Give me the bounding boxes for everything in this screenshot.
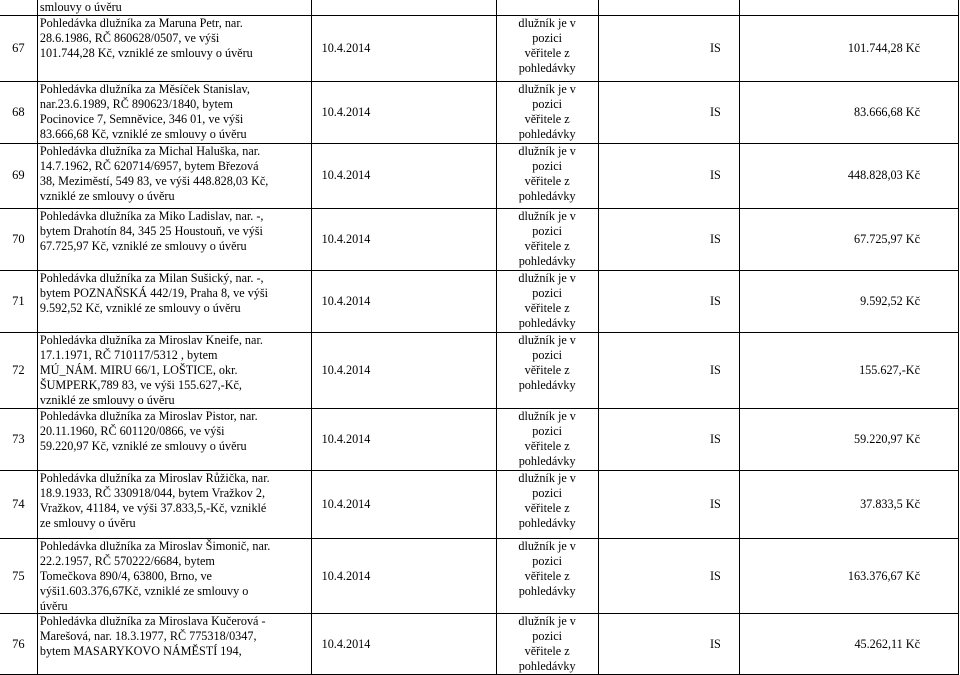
type-code: IS xyxy=(598,538,739,614)
creditor-status xyxy=(496,614,598,675)
status-line: pozici xyxy=(532,285,563,300)
status-line: dlužník je v xyxy=(518,614,576,629)
row-number: 73 xyxy=(0,408,37,470)
receivable-description xyxy=(37,143,311,208)
status-line: pozici xyxy=(532,553,563,568)
creditor-status xyxy=(496,470,598,538)
type-code: IS xyxy=(598,143,739,208)
description-line: Pocinovice 7, Semněvice, 346 01, ve výši xyxy=(39,111,244,126)
amount-cell: 9.592,52 Kč xyxy=(739,270,958,332)
status-line: pozici xyxy=(532,30,563,45)
amount-cell: 83.666,68 Kč xyxy=(739,81,958,143)
date-cell: 10.4.2014 xyxy=(311,470,496,538)
amount-cell: 101.744,28 Kč xyxy=(739,15,958,81)
type-code: IS xyxy=(598,470,739,538)
description-line: Pohledávka dlužníka za Michal Haluška, nar. xyxy=(39,143,261,158)
creditor-status xyxy=(496,208,598,270)
status-line: dlužník je v xyxy=(518,408,576,423)
status-line: dlužník je v xyxy=(518,470,576,485)
amount-cell: 448.828,03 Kč xyxy=(739,143,958,208)
description-line: Pohledávka dlužníka za Maruna Petr, nar. xyxy=(39,15,243,30)
table-row xyxy=(0,408,959,470)
creditor-status xyxy=(496,408,598,470)
date-cell: 10.4.2014 xyxy=(311,143,496,208)
type-code: IS xyxy=(598,81,739,143)
row-number: 70 xyxy=(0,208,37,270)
date-cell: 10.4.2014 xyxy=(311,15,496,81)
description-line: 67.725,97 Kč, vzniklé ze smlouvy o úvěru xyxy=(39,238,247,253)
top-fragment-row xyxy=(0,0,959,15)
description-line: bytem POZNAŇSKÁ 442/19, Praha 8, ve výši xyxy=(39,285,269,300)
top-fragment-text: smlouvy o úvěru xyxy=(39,0,122,14)
creditor-status xyxy=(496,15,598,81)
description-line: Vražkov, 41184, ve výši 37.833,5,-Kč, vzniklé xyxy=(39,500,267,515)
description-line: ŠUMPERK,789 83, ve výši 155.627,-Kč, xyxy=(39,377,242,392)
amount-cell: 163.376,67 Kč xyxy=(739,538,958,614)
status-line: dlužník je v xyxy=(518,270,576,285)
status-line: věřitele z xyxy=(524,644,570,659)
row-number: 74 xyxy=(0,470,37,538)
row-number: 67 xyxy=(0,15,37,81)
type-code: IS xyxy=(598,270,739,332)
table-row xyxy=(0,81,959,143)
date-cell: 10.4.2014 xyxy=(311,538,496,614)
description-line: Pohledávka dlužníka za Miroslav Kneife, nar. xyxy=(39,332,263,347)
type-code: IS xyxy=(598,15,739,81)
date-cell: 10.4.2014 xyxy=(311,208,496,270)
status-line: věřitele z xyxy=(524,362,570,377)
status-line: věřitele z xyxy=(524,45,570,60)
description-line: Pohledávka dlužníka za Miko Ladislav, nar. -, xyxy=(39,208,264,223)
date-cell: 10.4.2014 xyxy=(311,270,496,332)
type-code: IS xyxy=(598,208,739,270)
status-line: pohledávky xyxy=(518,253,576,268)
creditor-status xyxy=(496,270,598,332)
status-line: pohledávky xyxy=(518,583,576,598)
receivable-description xyxy=(37,270,311,332)
description-line: bytem Drahotín 84, 345 25 Houstouň, ve výši xyxy=(39,223,263,238)
date-cell: 10.4.2014 xyxy=(311,614,496,675)
status-line: pozici xyxy=(532,223,563,238)
row-number: 69 xyxy=(0,143,37,208)
description-line: 18.9.1933, RČ 330918/044, bytem Vražkov 2, xyxy=(39,485,266,500)
status-line: dlužník je v xyxy=(518,538,576,553)
date-cell: 10.4.2014 xyxy=(311,408,496,470)
table-row xyxy=(0,270,959,332)
status-line: věřitele z xyxy=(524,173,570,188)
status-line: dlužník je v xyxy=(518,143,576,158)
table-row xyxy=(0,208,959,270)
status-line: dlužník je v xyxy=(518,15,576,30)
receivable-description xyxy=(37,408,311,470)
receivable-description xyxy=(37,208,311,270)
status-line: pohledávky xyxy=(518,377,576,392)
receivable-description xyxy=(37,15,311,81)
creditor-status xyxy=(496,143,598,208)
description-line: výši1.603.376,67Kč, vzniklé ze smlouvy o xyxy=(39,583,249,598)
table-row xyxy=(0,15,959,81)
amount-cell: 45.262,11 Kč xyxy=(739,614,958,675)
description-line: Pohledávka dlužníka za Milan Sušický, nar. -, xyxy=(39,270,264,285)
description-line: nar.23.6.1989, RČ 890623/1840, bytem xyxy=(39,96,233,111)
description-line: Pohledávka dlužníka za Měsíček Stanislav, xyxy=(39,81,250,96)
status-line: pohledávky xyxy=(518,126,576,141)
description-line: Tomečkova 890/4, 63800, Brno, ve xyxy=(39,568,212,583)
description-line: Pohledávka dlužníka za Miroslava Kučerová - xyxy=(39,614,266,629)
status-line: pohledávky xyxy=(518,315,576,330)
description-line: vzniklé ze smlouvy o úvěru xyxy=(39,188,175,203)
amount-cell: 37.833,5 Kč xyxy=(739,470,958,538)
status-line: dlužník je v xyxy=(518,332,576,347)
description-line: 101.744,28 Kč, vzniklé ze smlouvy o úvěru xyxy=(39,45,253,60)
description-line: Pohledávka dlužníka za Miroslav Růžička, nar. xyxy=(39,470,270,485)
description-line: 17.1.1971, RČ 710117/5312 , bytem xyxy=(39,347,218,362)
receivable-description xyxy=(37,470,311,538)
row-number: 72 xyxy=(0,332,37,408)
row-number: 68 xyxy=(0,81,37,143)
description-line: Marešová, nar. 18.3.1977, RČ 775318/0347, xyxy=(39,629,257,644)
row-number: 71 xyxy=(0,270,37,332)
status-line: dlužník je v xyxy=(518,81,576,96)
status-line: věřitele z xyxy=(524,300,570,315)
description-line: 83.666,68 Kč, vzniklé ze smlouvy o úvěru xyxy=(39,126,247,141)
description-line: 59.220,97 Kč, vzniklé ze smlouvy o úvěru xyxy=(39,438,247,453)
receivable-description xyxy=(37,538,311,614)
creditor-status xyxy=(496,81,598,143)
status-line: věřitele z xyxy=(524,438,570,453)
table-row xyxy=(0,143,959,208)
description-line: 9.592,52 Kč, vzniklé ze smlouvy o úvěru xyxy=(39,300,241,315)
status-line: pozici xyxy=(532,485,563,500)
status-line: pozici xyxy=(532,423,563,438)
amount-cell: 59.220,97 Kč xyxy=(739,408,958,470)
status-line: věřitele z xyxy=(524,111,570,126)
status-line: věřitele z xyxy=(524,568,570,583)
description-line: bytem MASARYKOVO NÁMĚSTÍ 194, xyxy=(39,644,242,659)
table-row xyxy=(0,332,959,408)
row-number: 76 xyxy=(0,614,37,675)
creditor-status xyxy=(496,538,598,614)
status-line: pozici xyxy=(532,629,563,644)
description-line: vzniklé ze smlouvy o úvěru xyxy=(39,392,175,407)
table-row xyxy=(0,470,959,538)
amount-cell: 155.627,-Kč xyxy=(739,332,958,408)
type-code: IS xyxy=(598,332,739,408)
description-line: ze smlouvy o úvěru xyxy=(39,515,136,530)
description-line: Pohledávka dlužníka za Miroslav Šimonič, nar. xyxy=(39,538,271,553)
status-line: pohledávky xyxy=(518,515,576,530)
description-line: 20.11.1960, RČ 601120/0866, ve výši xyxy=(39,423,225,438)
status-line: pohledávky xyxy=(518,453,576,468)
table-row xyxy=(0,614,959,675)
date-cell: 10.4.2014 xyxy=(311,332,496,408)
table-row xyxy=(0,538,959,614)
row-number: 75 xyxy=(0,538,37,614)
status-line: dlužník je v xyxy=(518,208,576,223)
type-code: IS xyxy=(598,408,739,470)
status-line: pozici xyxy=(532,347,563,362)
status-line: pohledávky xyxy=(518,188,576,203)
receivable-description xyxy=(37,614,311,675)
status-line: pozici xyxy=(532,96,563,111)
status-line: pozici xyxy=(532,158,563,173)
status-line: pohledávky xyxy=(518,659,576,674)
receivable-description xyxy=(37,81,311,143)
description-line: 28.6.1986, RČ 860628/0507, ve výši xyxy=(39,30,220,45)
receivable-description xyxy=(37,332,311,408)
description-line: úvěru xyxy=(39,598,68,613)
creditor-status xyxy=(496,332,598,408)
date-cell: 10.4.2014 xyxy=(311,81,496,143)
description-line: 22.2.1957, RČ 570222/6684, bytem xyxy=(39,553,215,568)
status-line: věřitele z xyxy=(524,500,570,515)
status-line: věřitele z xyxy=(524,238,570,253)
type-code: IS xyxy=(598,614,739,675)
description-line: MÚ_NÁM. MIRU 66/1, LOŠTICE, okr. xyxy=(39,362,238,377)
amount-cell: 67.725,97 Kč xyxy=(739,208,958,270)
description-line: Pohledávka dlužníka za Miroslav Pistor, nar. xyxy=(39,408,258,423)
status-line: pohledávky xyxy=(518,60,576,75)
description-line: 38, Meziměstí, 549 83, ve výši 448.828,03 Kč, xyxy=(39,173,269,188)
description-line: 14.7.1962, RČ 620714/6957, bytem Březová xyxy=(39,158,259,173)
